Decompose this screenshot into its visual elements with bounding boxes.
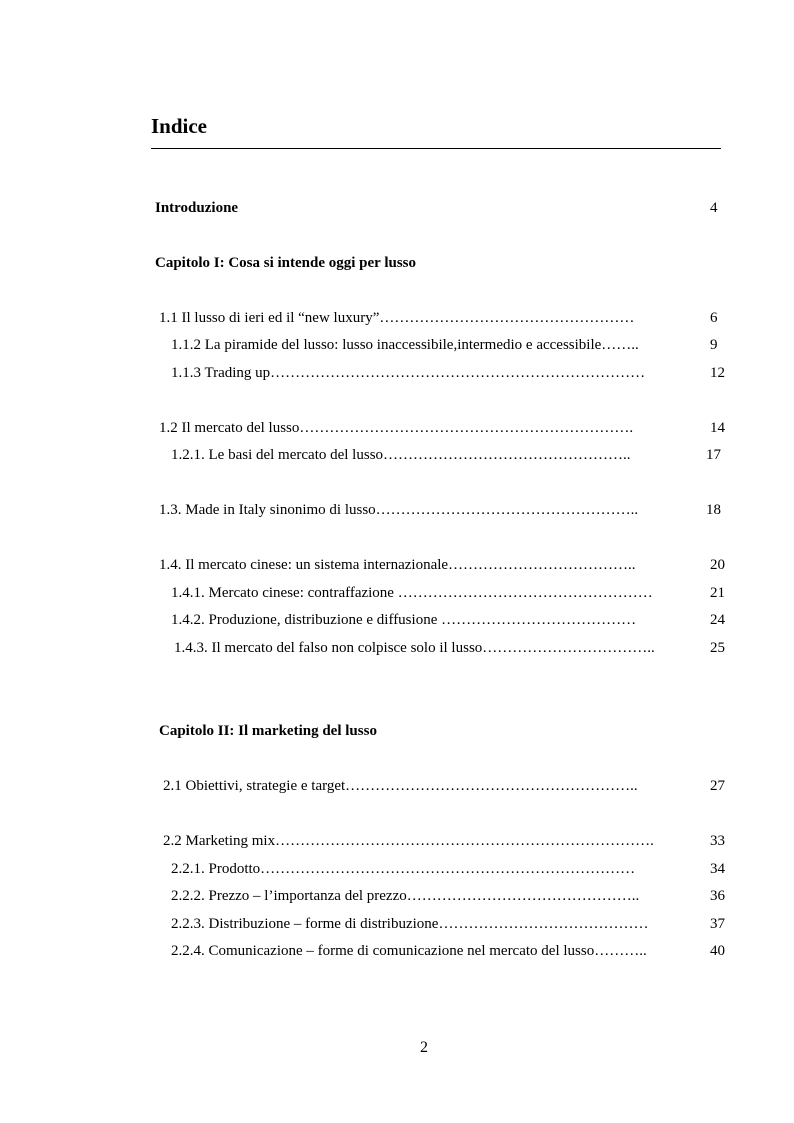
toc-page-1-2: 14 xyxy=(710,420,725,436)
toc-page-1-1-2: 9 xyxy=(710,337,718,353)
toc-page-1-4-3: 25 xyxy=(710,640,725,656)
toc-page-1-3: 18 xyxy=(706,502,721,518)
toc-page-2-2-3: 37 xyxy=(710,916,725,932)
toc-page-1-4-2: 24 xyxy=(710,612,725,628)
toc-page-2-2: 33 xyxy=(710,833,725,849)
toc-page-1-4-1: 21 xyxy=(710,585,725,601)
toc-entry-1-1-2: 1.1.2 La piramide del lusso: lusso inaccessibile,intermedio e accessibile…….. xyxy=(171,337,639,353)
toc-page-1-2-1: 17 xyxy=(706,447,721,463)
toc-title: Indice xyxy=(151,114,208,138)
page-number: 2 xyxy=(420,1039,428,1056)
toc-page-1-1: 6 xyxy=(710,310,718,326)
toc-entry-2-2: 2.2 Marketing mix…………………………………………………………………. xyxy=(163,833,654,849)
toc-entry-1-2-1: 1.2.1. Le basi del mercato del lusso………………………………………….. xyxy=(171,447,631,463)
toc-chapter-2: Capitolo II: Il marketing del lusso xyxy=(159,723,377,739)
toc-entry-2-1: 2.1 Obiettivi, strategie e target………………………………………………….. xyxy=(163,778,638,794)
toc-page-2-1: 27 xyxy=(710,778,725,794)
toc-page-1-1-3: 12 xyxy=(710,365,725,381)
toc-entry-2-2-2: 2.2.2. Prezzo – l’importanza del prezzo……………………………………….. xyxy=(171,888,640,904)
toc-entry-1-3: 1.3. Made in Italy sinonimo di lusso…………………………………………….. xyxy=(159,502,639,518)
toc-entry-1-1-3: 1.1.3 Trading up………………………………………………………………… xyxy=(171,365,646,381)
toc-page-1-4: 20 xyxy=(710,557,725,573)
toc-entry-1-4-1: 1.4.1. Mercato cinese: contraffazione …………………………………………… xyxy=(171,585,653,601)
toc-entry-2-2-4: 2.2.4. Comunicazione – forme di comunicazione nel mercato del lusso……….. xyxy=(171,943,647,959)
toc-entry-1-4-2: 1.4.2. Produzione, distribuzione e diffusione ………………………………… xyxy=(171,612,637,628)
toc-page-2-2-1: 34 xyxy=(710,861,725,877)
toc-page-2-2-2: 36 xyxy=(710,888,725,904)
toc-page-intro: 4 xyxy=(710,200,718,216)
toc-entry-intro: Introduzione xyxy=(155,200,239,216)
toc-entry-1-4: 1.4. Il mercato cinese: un sistema internazionale……………………………….. xyxy=(159,557,636,573)
title-rule xyxy=(151,148,721,149)
toc-entry-2-2-1: 2.2.1. Prodotto………………………………………………………………… xyxy=(171,861,636,877)
toc-chapter-1: Capitolo I: Cosa si intende oggi per lusso xyxy=(155,255,417,271)
toc-entry-1-1: 1.1 Il lusso di ieri ed il “new luxury”…………………………………………… xyxy=(159,310,635,326)
toc-page-2-2-4: 40 xyxy=(710,943,725,959)
toc-entry-1-2: 1.2 Il mercato del lusso…………………………………………………………. xyxy=(159,420,634,436)
toc-entry-2-2-3: 2.2.3. Distribuzione – forme di distribuzione…………………………………… xyxy=(171,916,649,932)
toc-entry-1-4-3: 1.4.3. Il mercato del falso non colpisce solo il lusso…………………………….. xyxy=(174,640,655,656)
